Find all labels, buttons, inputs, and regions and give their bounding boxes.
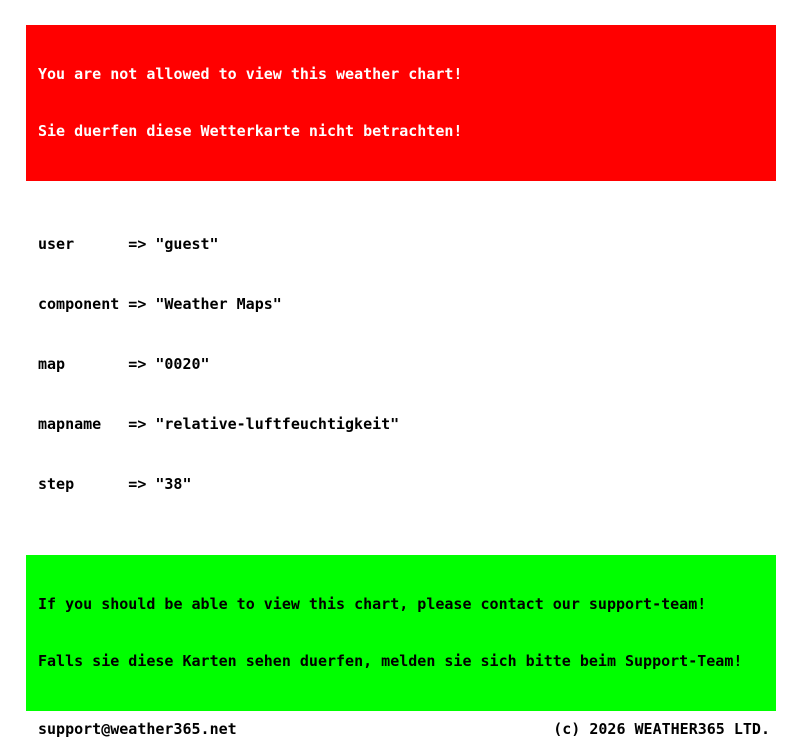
arrow-operator: => xyxy=(128,295,147,313)
param-value: "relative-luftfeuchtigkeit" xyxy=(155,415,400,433)
support-message-en: If you should be able to view this chart, please contact our support-team! xyxy=(38,595,707,613)
arrow-operator: => xyxy=(128,415,147,433)
param-value: "guest" xyxy=(155,235,219,253)
param-row-map xyxy=(38,354,776,374)
support-email: support@weather365.net xyxy=(38,720,237,738)
param-key: step xyxy=(38,475,75,493)
param-row-mapname xyxy=(38,414,776,434)
param-key: user xyxy=(38,235,75,253)
param-value: "38" xyxy=(155,475,192,493)
param-row-component xyxy=(38,294,776,314)
error-page xyxy=(26,25,776,739)
support-contact-banner xyxy=(26,555,776,711)
param-key: map xyxy=(38,355,66,373)
access-denied-message-en: You are not allowed to view this weather chart! xyxy=(38,65,463,83)
arrow-operator: => xyxy=(128,355,147,373)
footer xyxy=(26,720,776,739)
param-value: "Weather Maps" xyxy=(155,295,282,313)
request-params xyxy=(38,194,776,534)
arrow-operator: => xyxy=(128,475,147,493)
param-key: mapname xyxy=(38,415,102,433)
param-row-user xyxy=(38,234,776,254)
param-value: "0020" xyxy=(155,355,210,373)
param-key: component xyxy=(38,295,120,313)
support-message-de: Falls sie diese Karten sehen duerfen, melden sie sich bitte beim Support-Team! xyxy=(38,652,743,670)
copyright-notice: (c) 2026 WEATHER365 LTD. xyxy=(553,720,770,738)
arrow-operator: => xyxy=(128,235,147,253)
param-row-step xyxy=(38,474,776,494)
access-denied-banner xyxy=(26,25,776,181)
access-denied-message-de: Sie duerfen diese Wetterkarte nicht betrachten! xyxy=(38,122,463,140)
